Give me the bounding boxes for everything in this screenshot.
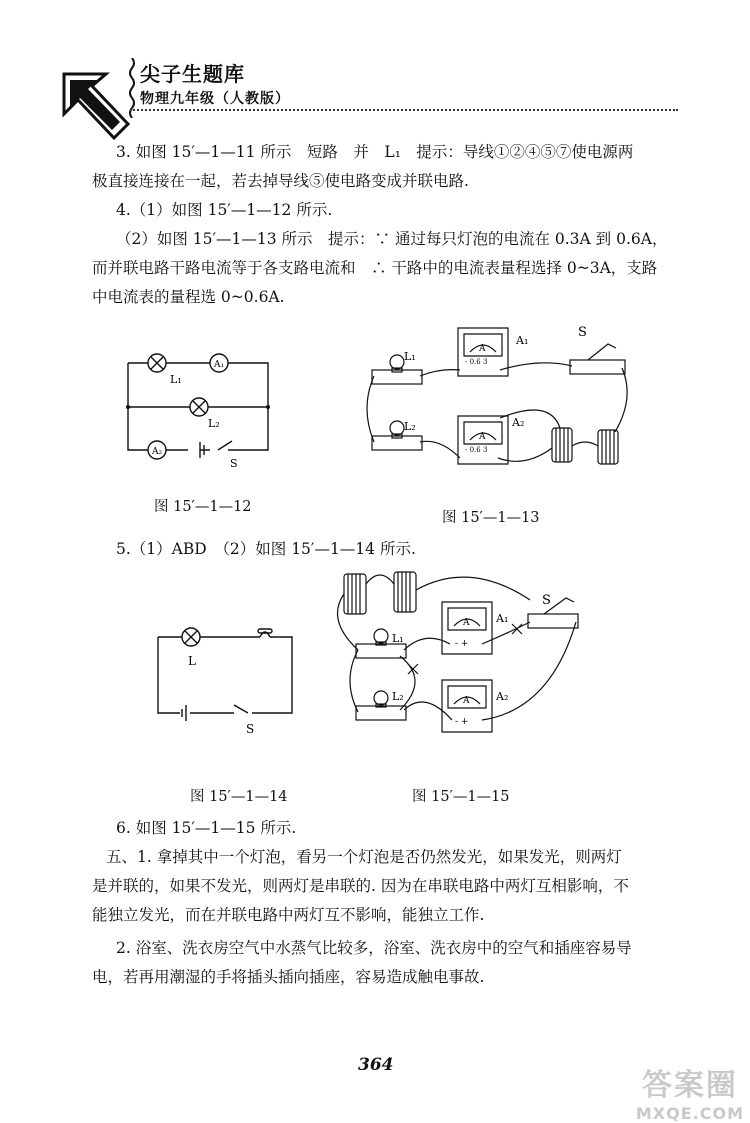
arrow-logo-icon xyxy=(62,72,132,142)
fig13-meter2-scale: - 0.6 3 xyxy=(465,446,488,454)
watermark-logo xyxy=(636,1060,744,1123)
fig12-caption: 图 15′—1—12 xyxy=(154,499,252,515)
fig15-label-a1: A₁ xyxy=(496,612,509,625)
answer-line-13: 电，若再用潮湿的手将插头插向插座，容易造成触电事故. xyxy=(92,968,485,986)
fig13-label-a2: A₂ xyxy=(512,416,525,429)
watermark-domain: MXQE.COM xyxy=(635,1104,744,1123)
fig13-meter1-scale: - 0.6 3 xyxy=(465,358,488,366)
page-number: 364 xyxy=(358,1055,394,1075)
fig15-label-l1: L₁ xyxy=(392,632,404,645)
fig13-label-s: S xyxy=(578,325,587,340)
answer-line-4: （2）如图 15′—1—13 所示 提示：∵ 通过每只灯泡的电流在 0.3A 到 0.6A， xyxy=(116,230,668,248)
fig13-label-a1: A₁ xyxy=(516,334,529,347)
circuit-diagram-fig15 xyxy=(330,560,590,750)
book-title: 尖子生题库 xyxy=(140,62,245,86)
fig13-meter1-unit: A xyxy=(479,344,486,354)
fig15-meter1-unit: A xyxy=(463,618,470,628)
circuit-diagram-fig14 xyxy=(150,625,300,740)
fig14-label-s: S xyxy=(246,722,255,736)
svg-text:A₂: A₂ xyxy=(152,447,163,457)
fig12-label-l1: L₁ xyxy=(170,373,182,386)
answer-line-8: 6. 如图 15′—1—15 所示. xyxy=(116,819,297,837)
book-subtitle: 物理九年级（人教版） xyxy=(140,91,290,107)
fig15-meter2-unit: A xyxy=(463,696,470,706)
answer-line-11: 能独立发光，而在并联电路中两灯互不影响，能独立工作. xyxy=(92,906,485,924)
answer-line-5: 而并联电路干路电流等于各支路电流和 ∴ 干路中的电流表量程选择 0~3A，支路 xyxy=(92,259,658,277)
answer-line-1: 3. 如图 15′—1—11 所示 短路 并 L₁ 提示：导线①②④⑤⑦使电源两 xyxy=(116,143,634,161)
answer-line-2: 极直接连接在一起，若去掉导线⑤使电路变成并联电路. xyxy=(92,172,469,190)
fig15-caption: 图 15′—1—15 xyxy=(412,789,510,805)
fig13-meter2-unit: A xyxy=(479,432,486,442)
answer-line-10: 是并联的，如果不发光，则两灯是串联的. 因为在串联电路中两灯互相影响，不 xyxy=(92,877,629,895)
fig13-label-l1: L₁ xyxy=(404,350,416,363)
svg-text:A₁: A₁ xyxy=(214,360,225,370)
fig15-meter1-terms: - + xyxy=(455,639,469,649)
fig13-caption: 图 15′—1—13 xyxy=(442,510,540,526)
answer-line-12: 2. 浴室、洗衣房空气中水蒸气比较多，浴室、洗衣房中的空气和插座容易导 xyxy=(116,939,632,957)
fig15-label-a2: A₂ xyxy=(496,690,509,703)
fig14-caption: 图 15′—1—14 xyxy=(190,789,288,805)
fig12-label-s: S xyxy=(230,457,238,470)
answer-line-7: 5.（1）ABD （2）如图 15′—1—14 所示. xyxy=(116,540,416,558)
circuit-diagram-fig13 xyxy=(360,318,635,478)
answer-line-9: 五、1. 拿掉其中一个灯泡，看另一个灯泡是否仍然发光，如果发光，则两灯 xyxy=(106,848,622,866)
fig12-label-l2: L₂ xyxy=(208,417,220,430)
fig15-label-s: S xyxy=(542,593,551,608)
fig14-label-l: L xyxy=(188,654,196,668)
watermark-text: 答案圈 xyxy=(641,1068,738,1103)
answer-line-3: 4.（1）如图 15′—1—12 所示. xyxy=(116,201,333,219)
fig15-label-l2: L₂ xyxy=(392,690,404,703)
header-divider xyxy=(130,109,678,111)
answer-line-6: 中电流表的量程选 0~0.6A. xyxy=(92,288,285,306)
circuit-diagram-fig12 xyxy=(118,345,278,475)
fig15-meter2-terms: - + xyxy=(455,717,469,727)
fig13-label-l2: L₂ xyxy=(404,420,416,433)
